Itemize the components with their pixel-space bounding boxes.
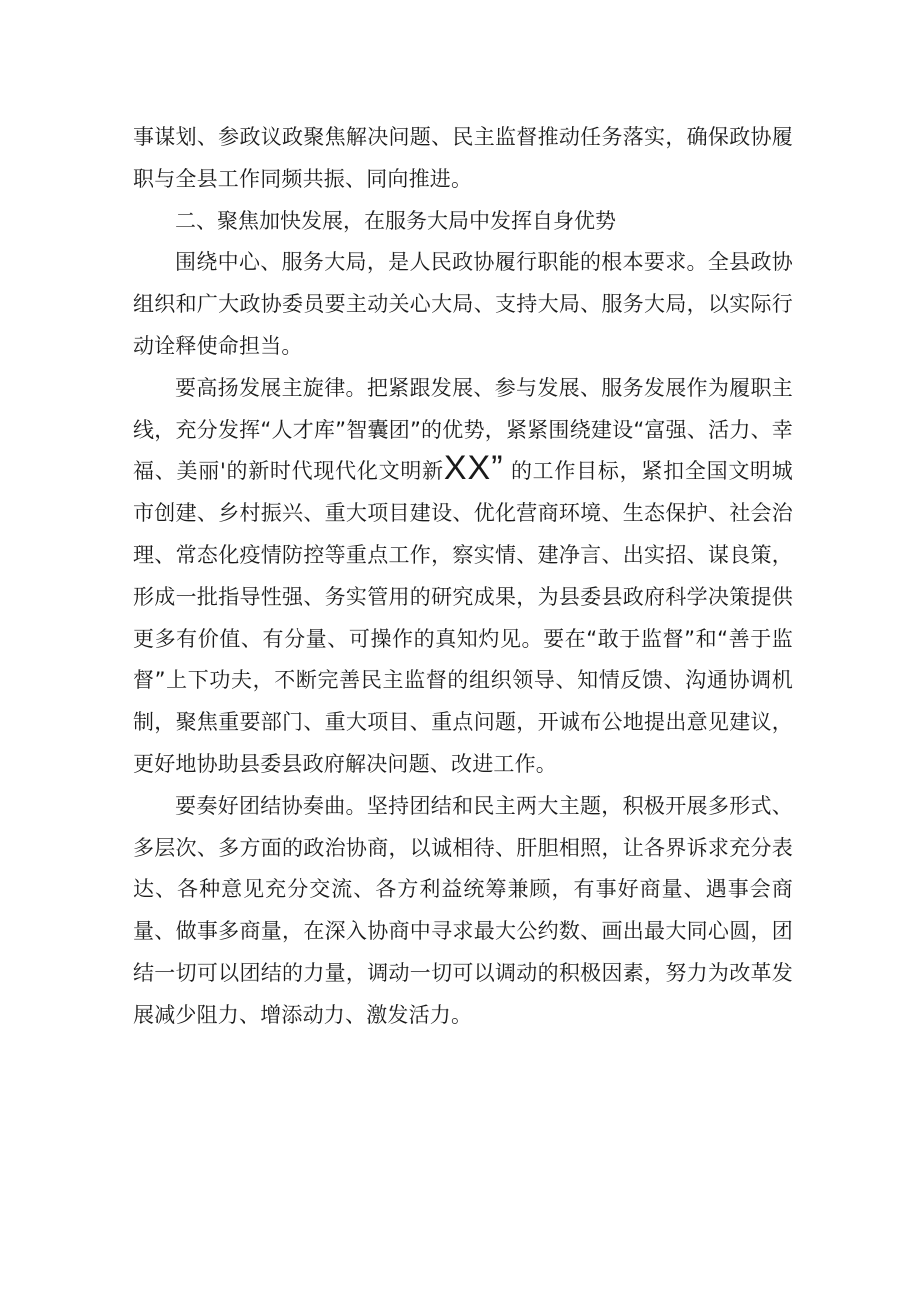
paragraph-unity-theme: 要奏好团结协奏曲。坚持团结和民主两大主题，积极开展多形式、多层次、多方面的政治协商，以诚相待、肝胆相照，让各界诉求充分表达、各种意见充分交流、各方利益统筹兼顾，有事好商量、遇事会商量、做事多商量，在深入协商中寻求最大公约数、画出最大同心圆，团结一切可以团结的力量，调动一切可以调动的积极因素，努力为改革发展减少阻力、增添动力、激发活力。 (133, 793, 793, 1027)
paragraph-development-text-after: 的工作目标，紧扣全国文明城市创建、乡村振兴、重大项目建设、优化营商环境、生态保护、社会治理、常态化疫情防控等重点工作，察实情、建净言、出实招、谋良策，形成一批指导性强、务实管用的研究成果，为县委县政府科学决策提供更多有价值、有分量、可操作的真知灼见。要在“敢于监督”和“善于监督”上下功夫，不断完善民主监督的组织领导、知情反馈、沟通协调机制，聚焦重要部门、重大项目、重点问题，开诚布公地提出意见建议，更好地协助县委县政府解决问题、改进工作。 (133, 459, 793, 776)
placeholder-xx: XX” (443, 449, 504, 488)
document-body (133, 117, 793, 1037)
section-heading-2: 二、聚焦加快发展，在服务大局中发挥自身优势 (175, 208, 616, 233)
paragraph-development-text-before: 要高扬发展主旋律。把紧跟发展、参与发展、服务发展作为履职主线，充分发挥“人才库”智囊团”的优势，紧紧围绕建设“富强、活力、幸福、美丽'的新时代现代化文明新 (133, 375, 793, 484)
paragraph-development-theme (133, 368, 793, 786)
paragraph-continuation: 事谋划、参政议政聚焦解决问题、民主监督推动任务落实，确保政协履职与全县工作同频共振、同向推进。 (133, 125, 793, 191)
paragraph-serve-overall: 围绕中心、服务大局，是人民政协履行职能的根本要求。全县政协组织和广大政协委员要主动关心大局、支持大局、服务大局，以实际行动诠释使命担当。 (133, 250, 793, 358)
